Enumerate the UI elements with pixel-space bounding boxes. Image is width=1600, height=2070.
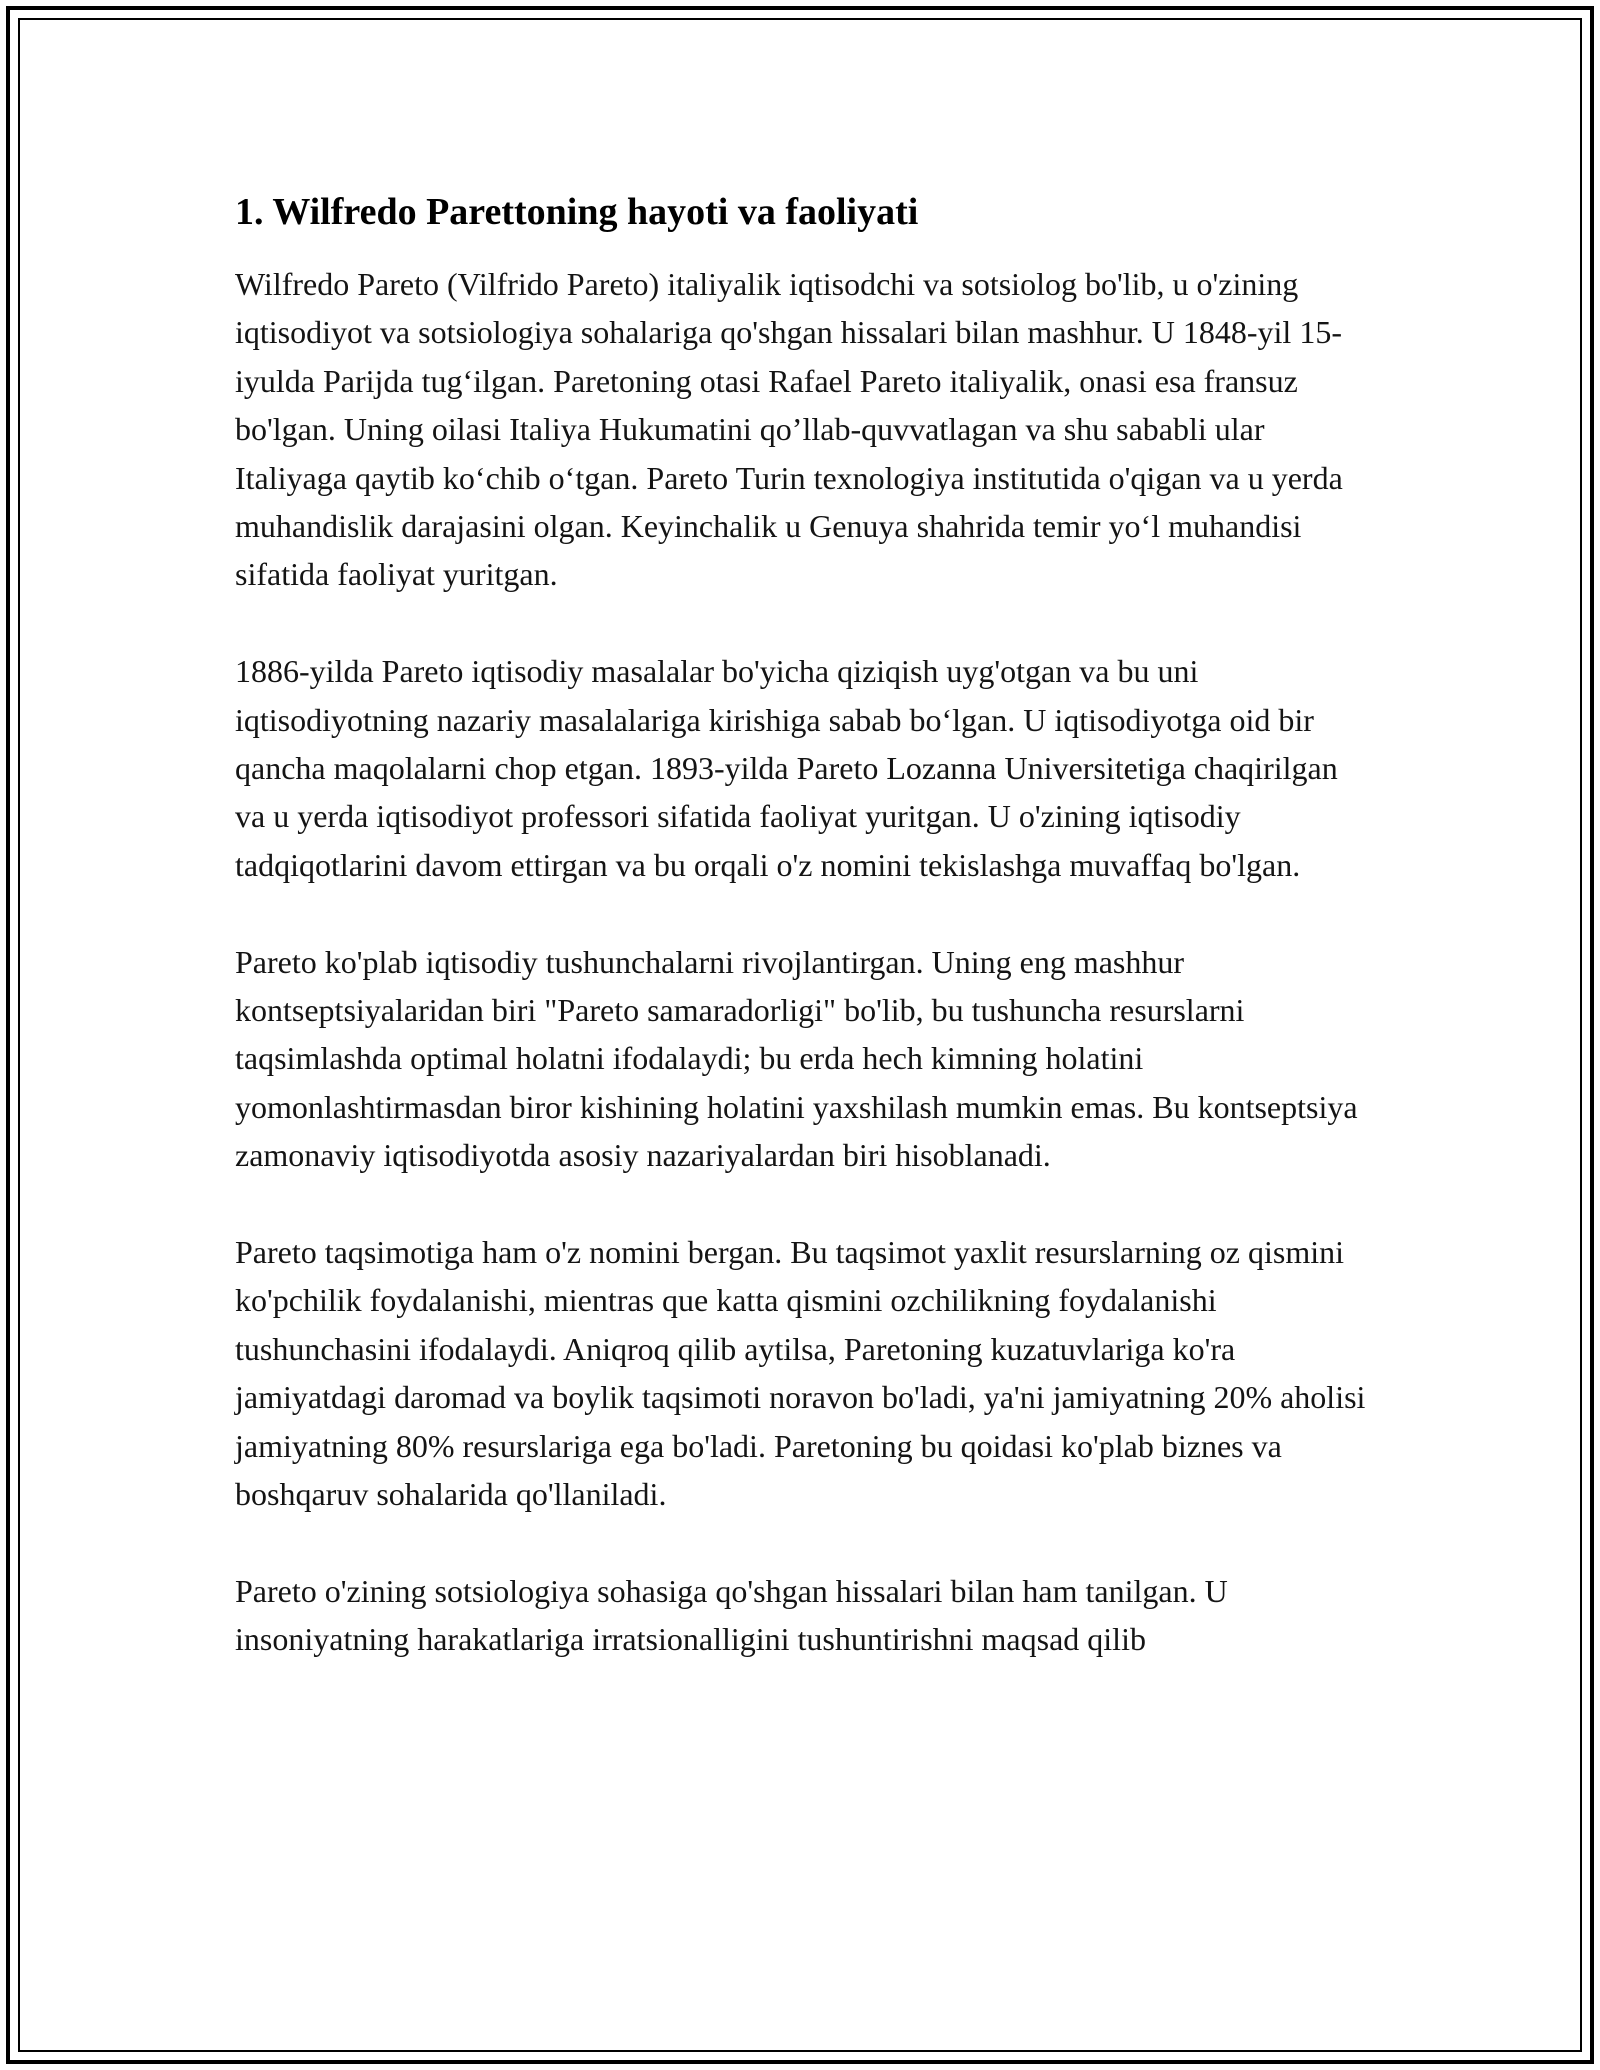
paragraph-distribution: Pareto taqsimotiga ham o'z nomini bergan. Bu taqsimot yaxlit resurslarning oz qismini ko'pchilik foydalanishi, mientras que katta qismini ozchilikning foydalanishi tushunchasini ifodalaydi. Aniqroq qilib aytilsa, Paretoning kuzatuvlariga ko'ra jamiyatdagi daromad va boylik taqsimoti noravon bo'ladi, ya'ni jamiyatning 20% aholisi jamiyatning 80% resurslariga ega bo'ladi. Paretoning bu qoidasi ko'plab biznes va boshqaruv sohalarida qo'llaniladi. [235, 1234, 1366, 1513]
paragraph-career: 1886-yilda Pareto iqtisodiy masalalar bo'yicha qiziqish uyg'otgan va bu uni iqtisodiyotning nazariy masalalariga kirishiga sabab bo‘lgan. U iqtisodiyotga oid bir qancha maqolalarni chop etgan. 1893-yilda Pareto Lozanna Universitetiga chaqirilgan va u yerda iqtisodiyot professori sifatida faoliyat yuritgan. U o'zining iqtisodiy tadqiqotlarini davom ettirgan va bu orqali o'z nomini tekislashga muvaffaq bo'lgan. [235, 653, 1338, 883]
document-body [235, 188, 1375, 1712]
paragraph-life: Wilfredo Pareto (Vilfrido Pareto) italiyalik iqtisodchi va sotsiolog bo'lib, u o'zining iqtisodiyot va sotsiologiya sohalariga qo'shgan hissalari bilan mashhur. U 1848-yil 15-iyulda Parijda tug‘ilgan. Paretoning otasi Rafael Pareto italiyalik, onasi esa fransuz bo'lgan. Uning oilasi Italiya Hukumatini qo’llab-quvvatlagan va shu sababli ular Italiyaga qaytib ko‘chib o‘tgan. Pareto Turin texnologiya institutida o'qigan va u yerda muhandislik darajasini olgan. Keyinchalik u Genuya shahrida temir yo‘l muhandisi sifatida faoliyat yuritgan. [235, 266, 1343, 593]
paragraph-efficiency: Pareto ko'plab iqtisodiy tushunchalarni rivojlantirgan. Uning eng mashhur kontseptsiyalaridan biri "Pareto samaradorligi" bo'lib, bu tushuncha resurslarni taqsimlashda optimal holatni ifodalaydi; bu erda hech kimning holatini yomonlashtirmasdan biror kishining holatini yaxshilash mumkin emas. Bu kontseptsiya zamonaviy iqtisodiyotda asosiy nazariyalardan biri hisoblanadi. [235, 943, 1358, 1174]
paragraph-sociology: Pareto o'zining sotsiologiya sohasiga qo'shgan hissalari bilan ham tanilgan. U insoniyatning harakatlariga irratsionalligini tushuntirishni maqsad qilib [235, 1572, 1228, 1658]
section-heading: 1. Wilfredo Parettoning hayoti va faoliyati [235, 191, 919, 233]
